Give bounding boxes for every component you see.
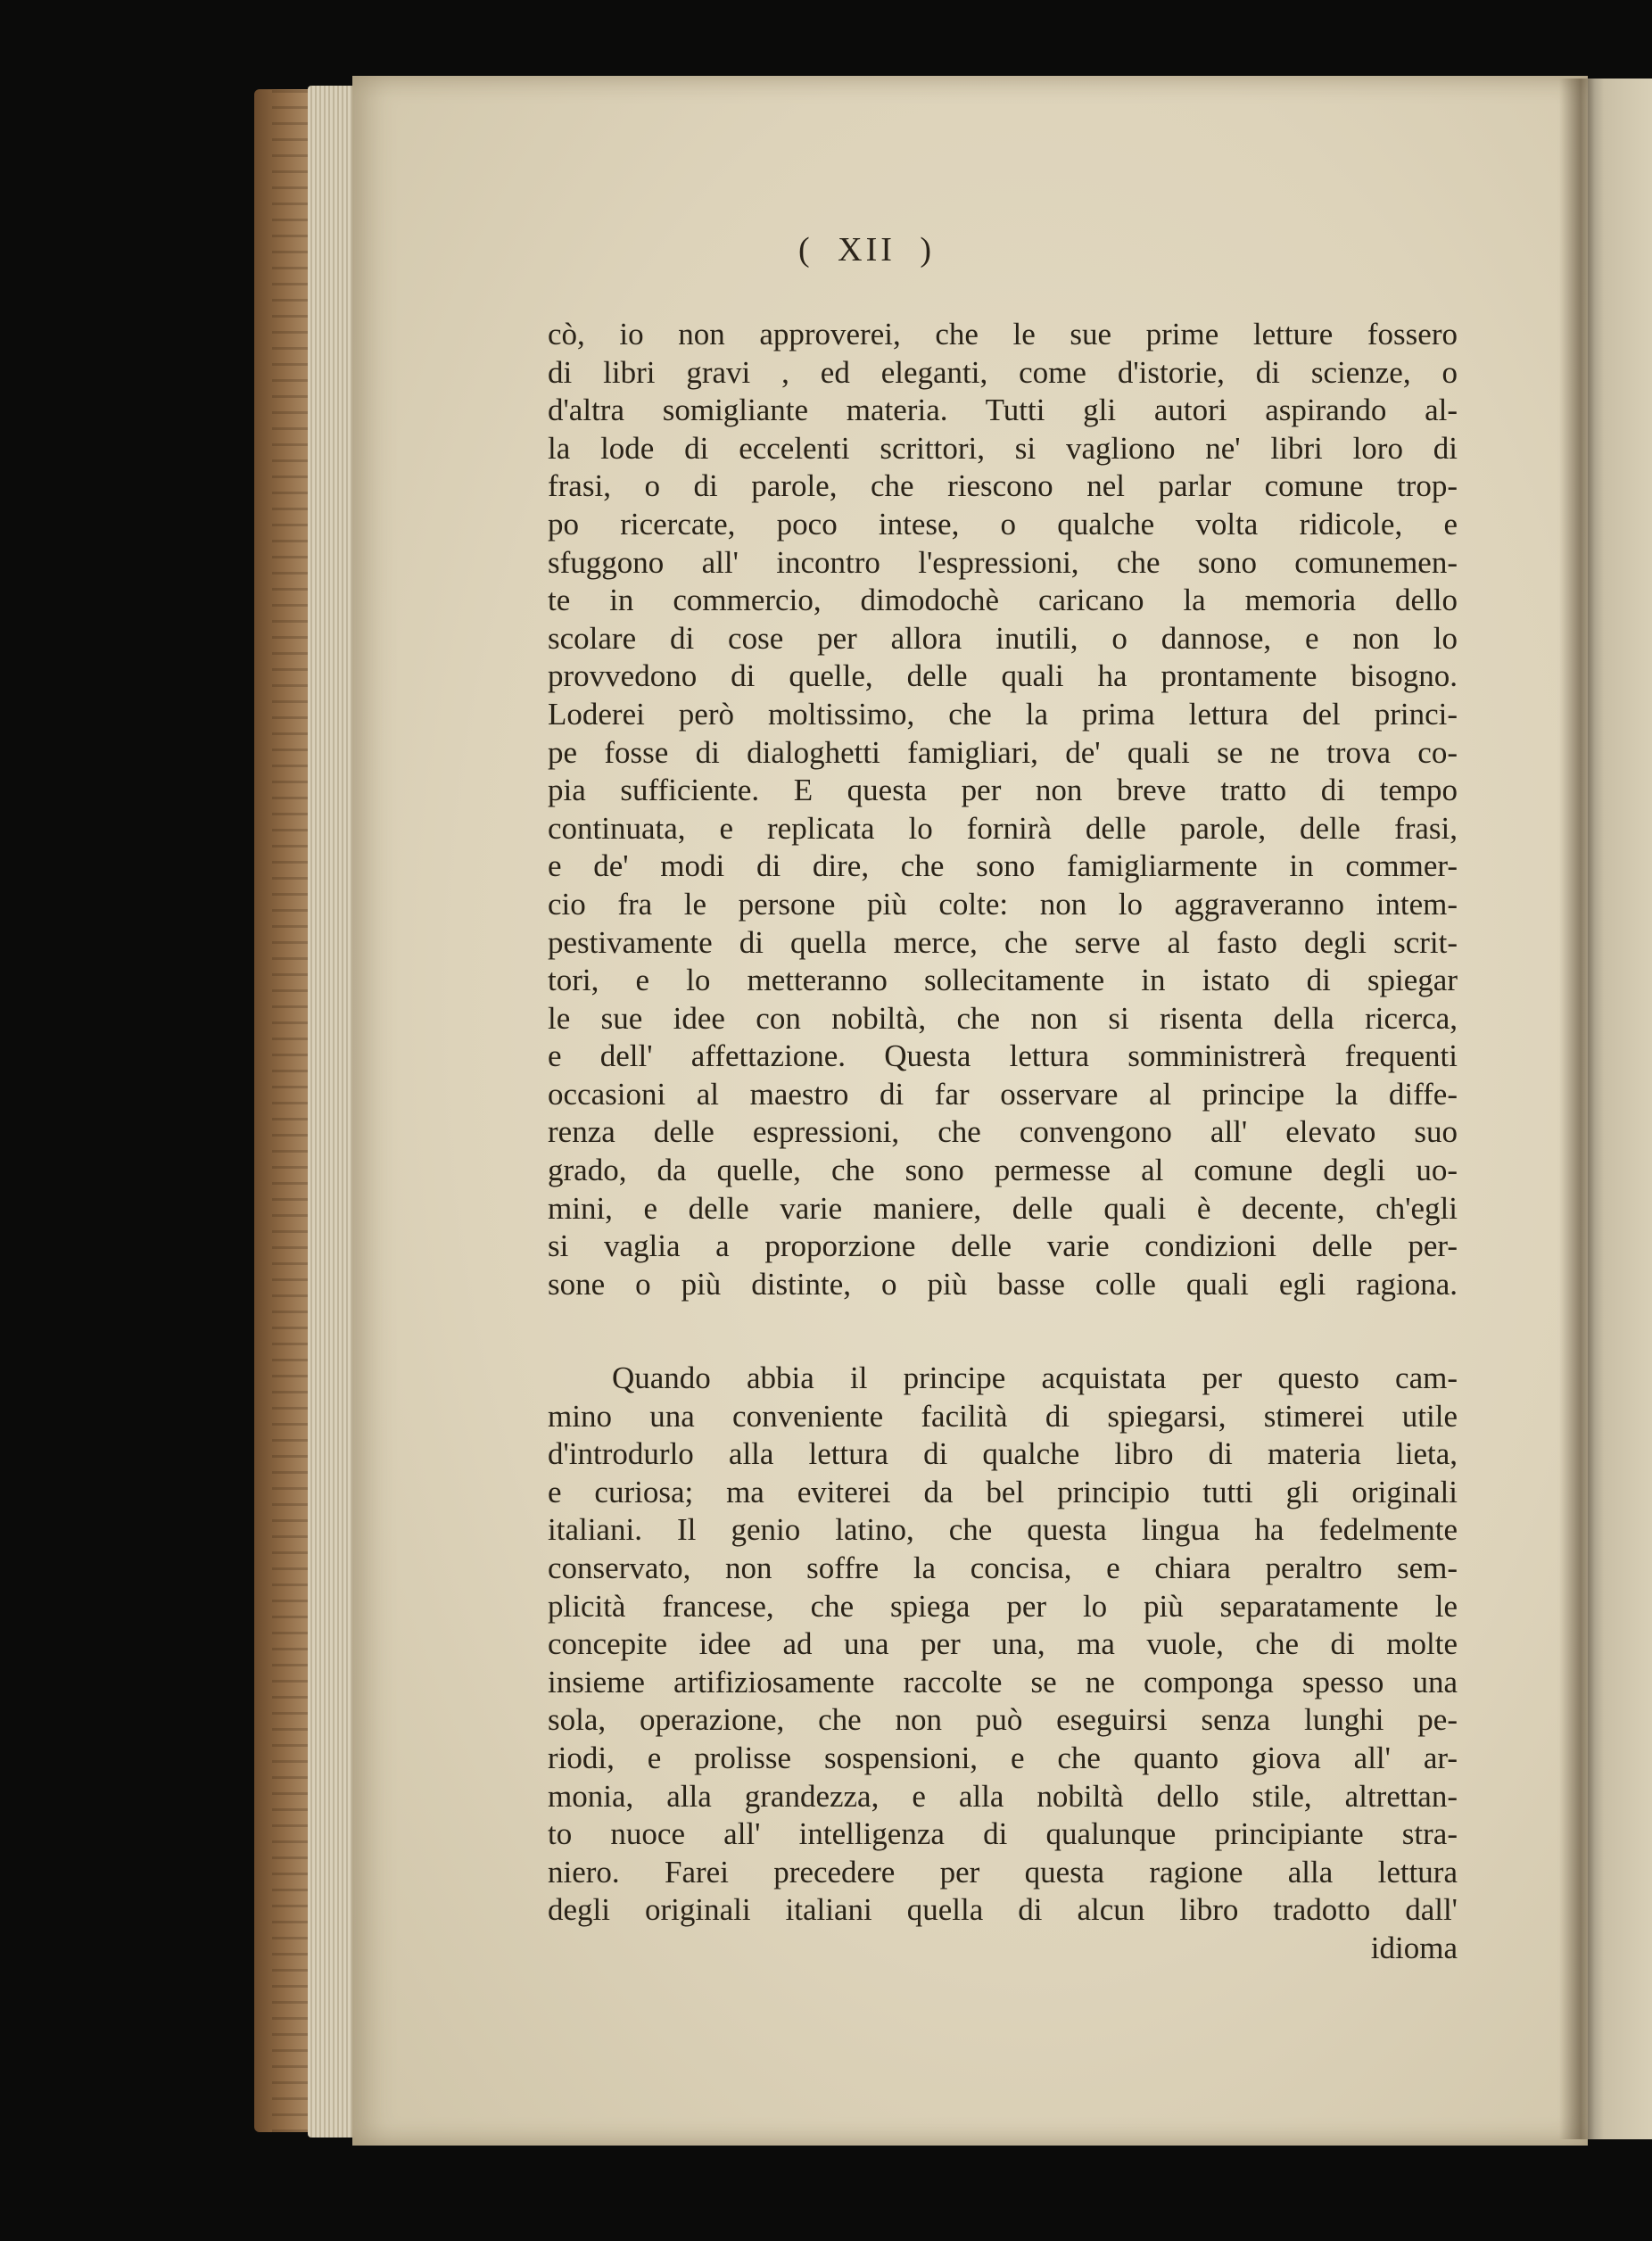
text-line: e de' modi di dire, che sono famigliarmente in commer- [548,848,1458,884]
text-line: di libri gravi , ed eleganti, come d'istorie, di scienze, o [548,354,1458,390]
text-line: continuata, e replicata lo fornirà delle parole, delle frasi, [548,810,1458,846]
text-line: riodi, e prolisse sospensioni, e che quanto giova all' ar- [548,1740,1458,1775]
text-line: pestivamente di quella merce, che serve al fasto degli scrit- [548,924,1458,960]
text-line: d'altra somigliante materia. Tutti gli autori aspirando al- [548,393,1458,428]
text-line: renza delle espressioni, che convengono all' elevato suo [548,1114,1458,1150]
text-line: d'introdurlo alla lettura di qualche libro di materia lieta, [548,1436,1458,1472]
text-line: Quando abbia il principe acquistata per questo cam- [612,1360,1458,1395]
text-line: provvedono di quelle, delle quali ha prontamente bisogno. [548,658,1458,694]
paragraph-1 [548,316,1458,1303]
text-line: sola, operazione, che non può eseguirsi senza lunghi pe- [548,1702,1458,1738]
text-line: to nuoce all' intelligenza di qualunque principiante stra- [548,1816,1458,1852]
text-line: sfuggono all' incontro l'espressioni, che sono comunemen- [548,544,1458,580]
text-line: scolare di cose per allora inutili, o dannose, e non lo [548,620,1458,656]
text-line: e dell' affettazione. Questa lettura somministrerà frequenti [548,1038,1458,1074]
text-line: conservato, non soffre la concisa, e chiara peraltro sem- [548,1550,1458,1585]
text-line: insieme artifiziosamente raccolte se ne componga spesso una [548,1664,1458,1699]
text-line: mino una conveniente facilità di spiegarsi, stimerei utile [548,1398,1458,1434]
page-number: ( XII ) [798,231,936,269]
text-line: si vaglia a proporzione delle varie condizioni delle per- [548,1228,1458,1264]
text-line: concepite idee ad una per una, ma vuole, che di molte [548,1626,1458,1662]
text-line: cio fra le persone più colte: non lo aggraveranno intem- [548,886,1458,922]
text-line: le sue idee con nobiltà, che non si risenta della ricerca, [548,1000,1458,1036]
catchword: idioma [1370,1930,1458,1965]
text-line: occasioni al maestro di far osservare al principe la diffe- [548,1076,1458,1112]
text-line: pia sufficiente. E questa per non breve tratto di tempo [548,773,1458,808]
text-line: monia, alla grandezza, e alla nobiltà dello stile, altrettan- [548,1778,1458,1814]
text-line: e curiosa; ma eviterei da bel principio tutti gli originali [548,1474,1458,1509]
text-line: te in commercio, dimodochè caricano la memoria dello [548,583,1458,618]
page-gutter [1559,79,1595,2139]
text-line: la lode di eccelenti scrittori, si vagliono ne' libri loro di [548,430,1458,466]
text-line: frasi, o di parole, che riescono nel parlar comune trop- [548,468,1458,504]
text-line: italiani. Il genio latino, che questa lingua ha fedelmente [548,1512,1458,1548]
text-line: po ricercate, poco intese, o qualche volta ridicole, e [548,506,1458,542]
text-line: Loderei però moltissimo, che la prima lettura del princi- [548,696,1458,732]
text-line: pe fosse di dialoghetti famigliari, de' quali se ne trova co- [548,734,1458,770]
text-line: tori, e lo metteranno sollecitamente in istato di spiegar [548,963,1458,998]
text-line: plicità francese, che spiega per lo più separatamente le [548,1588,1458,1624]
text-line: cò, io non approverei, che le sue prime letture fossero [548,317,1458,351]
paragraph-2 [548,1360,1458,1968]
text-line: sone o più distinte, o più basse colle quali egli ragiona. [548,1266,1458,1302]
text-line: degli originali italiani quella di alcun libro tradotto dall' [548,1892,1458,1928]
text-line: mini, e delle varie maniere, delle quali è decente, ch'egli [548,1190,1458,1226]
text-line: grado, da quelle, che sono permesse al comune degli uo- [548,1153,1458,1188]
text-line: niero. Farei precedere per questa ragione alla lettura [548,1854,1458,1890]
